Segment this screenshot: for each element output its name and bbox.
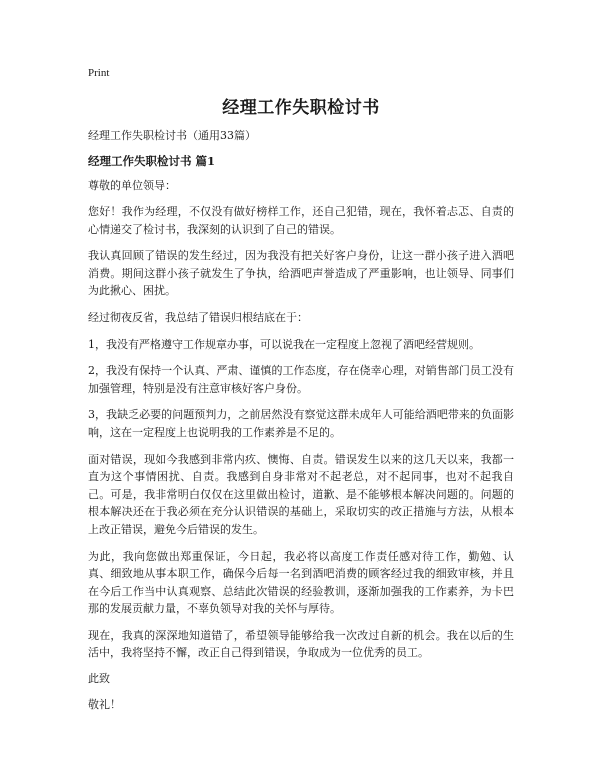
print-label[interactable]: Print <box>88 67 110 79</box>
paragraph-reason-1: 1，我没有严格遵守工作规章办事，可以说我在一定程度上忽视了酒吧经营规则。 <box>88 337 480 351</box>
paragraph-incident: 我认真回顾了错误的发生经过，因为我没有把关好客户身份，让这一群小孩子进入酒吧消费。期间这群小孩子就发生了争执，给酒吧声誉造成了严重影响，也让领导、同事们为此揪心、困扰。 <box>88 249 514 298</box>
document-page <box>88 66 514 723</box>
document-subtitle: 经理工作失职检讨书（通用33篇） <box>88 129 256 142</box>
paragraph-reason-2: 2，我没有保持一个认真、严肃、谨慎的工作态度，存在侥幸心理，对销售部门员工没有加强管理，特别是没有注意审核好客户身份。 <box>88 364 514 395</box>
section-heading: 经理工作失职检讨书 篇1 <box>88 154 216 168</box>
paragraph-pledge: 为此，我向您做出郑重保证，今日起，我必将以高度工作责任感对待工作，勤勉、认真、细致地从事本职工作，确保今后每一名到酒吧消费的顾客经过我的细致审核，并且在今后工作当中认真观察、总结此次错误的经验教训，逐渐加强我的工作素养，为卡巴那的发展贡献力量，不辜负领导对我的关怀与厚待。 <box>88 549 514 616</box>
paragraph-reflection: 面对错误，现如今我感到非常内疚、懊悔、自责。错误发生以来的这几天以来，我都一直为这个事情困扰、自责。我感到自身非常对不起老总，对不起同事，也对不起我自己。可是，我非常明白仅仅在这里做出检讨，道歉、是不能够根本解决问题的。问题的根本解决还在于我必须在充分认识错误的基础上，采取切实的改正措施与方法，从根本上改正错误，避免今后错误的发生。 <box>88 452 514 536</box>
closing-jingli: 敬礼！ <box>88 698 121 712</box>
paragraph-reason-3: 3，我缺乏必要的问题预判力，之前居然没有察觉这群未成年人可能给酒吧带来的负面影响，这在一定程度上也说明我的工作素养是不足的。 <box>88 408 514 439</box>
document-title: 经理工作失职检讨书 <box>222 98 380 118</box>
closing-cizhi: 此致 <box>88 672 110 686</box>
salutation: 尊敬的单位领导： <box>88 179 176 192</box>
paragraph-summary-intro: 经过彻夜反省，我总结了错误归根结底在于： <box>88 310 308 324</box>
paragraph-greeting: 您好！我作为经理，不仅没有做好榜样工作，还自己犯错，现在，我怀着忐忑、自责的心情递交了检讨书，我深刻的认识到了自己的错误。 <box>88 205 514 236</box>
paragraph-conclusion: 现在，我真的深深地知道错了，希望领导能够给我一次改过自新的机会。我在以后的生活中，我将坚持不懈，改正自己得到错误，争取成为一位优秀的员工。 <box>88 628 514 660</box>
